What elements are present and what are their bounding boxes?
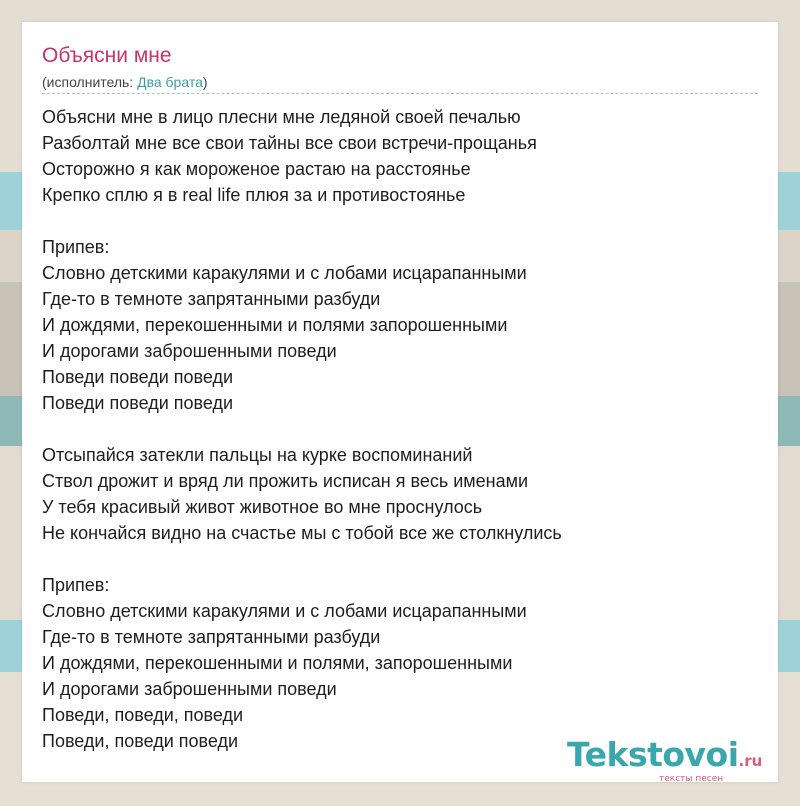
artist-line [42, 74, 208, 90]
lyric-line: Припев: [42, 575, 110, 595]
lyric-line: И дождями, перекошенными и полями запорошенными [42, 315, 508, 335]
lyric-line: Осторожно я как мороженое растаю на расстоянье [42, 159, 471, 179]
lyric-line: Ствол дрожит и вряд ли прожить исписан я весь именами [42, 471, 529, 491]
lyric-line: Не кончайся видно на счастье мы с тобой все же столкнулись [42, 523, 562, 543]
artist-prefix: (исполнитель: [42, 74, 138, 90]
site-logo[interactable] [567, 735, 762, 774]
logo-tld: .ru [738, 752, 763, 770]
title-divider [42, 93, 758, 94]
lyric-line: Крепко сплю я в real life плюя за и противостоянье [42, 185, 466, 205]
lyric-line: Поведи, поведи поведи [42, 731, 239, 751]
logo-name: Tekstovoi [567, 735, 739, 774]
lyric-line: Словно детскими каракулями и с лобами исцарапанными [42, 601, 527, 621]
lyric-line: И дождями, перекошенными и полями, запорошенными [42, 653, 513, 673]
lyrics-card [22, 22, 778, 782]
lyric-line: Поведи поведи поведи [42, 367, 234, 387]
stanza-break [42, 416, 762, 442]
lyric-line: Поведи, поведи, поведи [42, 705, 244, 725]
lyric-line: И дорогами заброшенными поведи [42, 341, 337, 361]
stanza-break [42, 208, 762, 234]
artist-link[interactable]: Два брата [137, 74, 203, 90]
lyric-line: Словно детскими каракулями и с лобами исцарапанными [42, 263, 527, 283]
lyric-line: Где-то в темноте запрятанными разбуди [42, 289, 381, 309]
lyric-line: И дорогами заброшенными поведи [42, 679, 337, 699]
song-title: Объясни мне [42, 44, 172, 67]
stanza-break [42, 546, 762, 572]
lyric-line: Поведи поведи поведи [42, 393, 234, 413]
lyric-line: Отсыпайся затекли пальцы на курке воспоминаний [42, 445, 473, 465]
lyric-line: Объясни мне в лицо плесни мне ледяной своей печалью [42, 107, 521, 127]
lyric-line: Разболтай мне все свои тайны все свои встречи-прощанья [42, 133, 537, 153]
logo-tagline: тексты песен [659, 774, 724, 784]
lyric-line: Где-то в темноте запрятанными разбуди [42, 627, 381, 647]
artist-suffix: ) [202, 74, 208, 90]
lyrics-text [42, 104, 762, 754]
lyric-line: У тебя красивый живот животное во мне проснулось [42, 497, 483, 517]
lyric-line: Припев: [42, 237, 110, 257]
